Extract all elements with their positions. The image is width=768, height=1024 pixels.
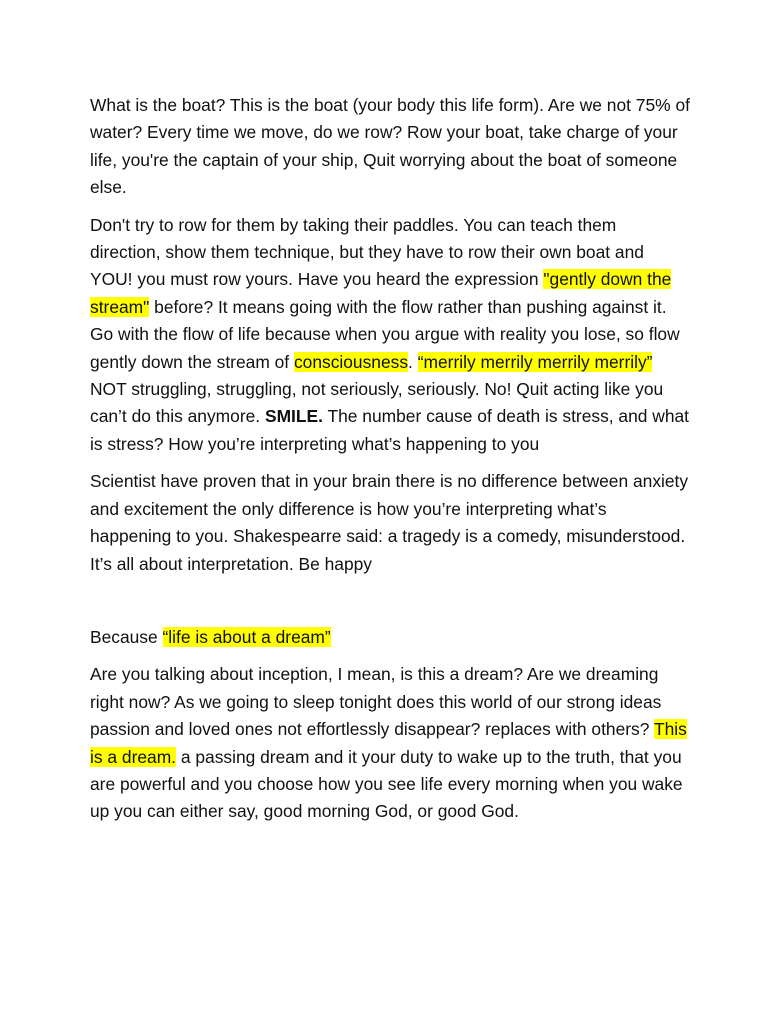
paragraph-row-text-5: The number cause of death is stress, and what is stress? How you’re interpreting what’s happening to you (90, 406, 690, 454)
paragraph-boat-text: What is the boat? This is the boat (your body this life form). Are we not 75% of water? Every time we move, do we row? Row your boat, take charge of your life, you're the captain of your ship, Quit worrying about the boat of someone else. (90, 95, 690, 198)
paragraph-scientist (90, 468, 690, 578)
paragraph-inception-text-2: a passing dream and it your duty to wake up to the truth, that you are powerful and you choose how you see life every morning when you wake up you can either say, good morning God, or good God. (90, 746, 683, 822)
paragraph-row (90, 212, 690, 459)
bold-smile: SMILE. (264, 406, 323, 427)
highlight-consciousness: consciousness (293, 351, 409, 372)
paragraph-because (90, 624, 690, 651)
paragraph-inception-text-1: Are you talking about inception, I mean, is this a dream? Are we dreaming right now? As we going to sleep tonight does this world of our strong ideas passion and loved ones not effortlessly disappear? replaces with others? (90, 664, 662, 740)
highlight-this-is-a-dream: This is a dream. (90, 719, 687, 767)
paragraph-boat (90, 92, 690, 202)
paragraph-because-text: Because (90, 626, 163, 647)
paragraph-inception (90, 661, 690, 825)
highlight-merrily: “merrily merrily merrily merrily” (417, 351, 653, 372)
blank-line (90, 588, 690, 624)
document-page (90, 92, 690, 836)
highlight-life-is-about-a-dream: “life is about a dream” (162, 626, 331, 647)
paragraph-row-text-3: . (408, 351, 418, 372)
paragraph-row-text-4: NOT struggling, struggling, not seriously, seriously. No! Quit acting like you can’t do this anymore. (90, 379, 664, 427)
paragraph-scientist-text: Scientist have proven that in your brain there is no difference between anxiety and excitement the only difference is how you’re interpreting what’s happening to you. Shakespearre said: a tragedy is a comedy, misunderstood. It’s all about interpretation. Be happy (90, 471, 689, 574)
highlight-gently-down-the-stream: "gently down the stream" (90, 269, 672, 317)
paragraph-row-text-1: Don't try to row for them by taking their paddles. You can teach them direction, show them technique, but they have to row their own boat and YOU! you must row yours. Have you heard the expression (90, 214, 644, 290)
paragraph-row-text-2: before? It means going with the flow rather than pushing against it. Go with the flow of life because when you argue with reality you lose, so flow gently down the stream of (90, 296, 680, 372)
